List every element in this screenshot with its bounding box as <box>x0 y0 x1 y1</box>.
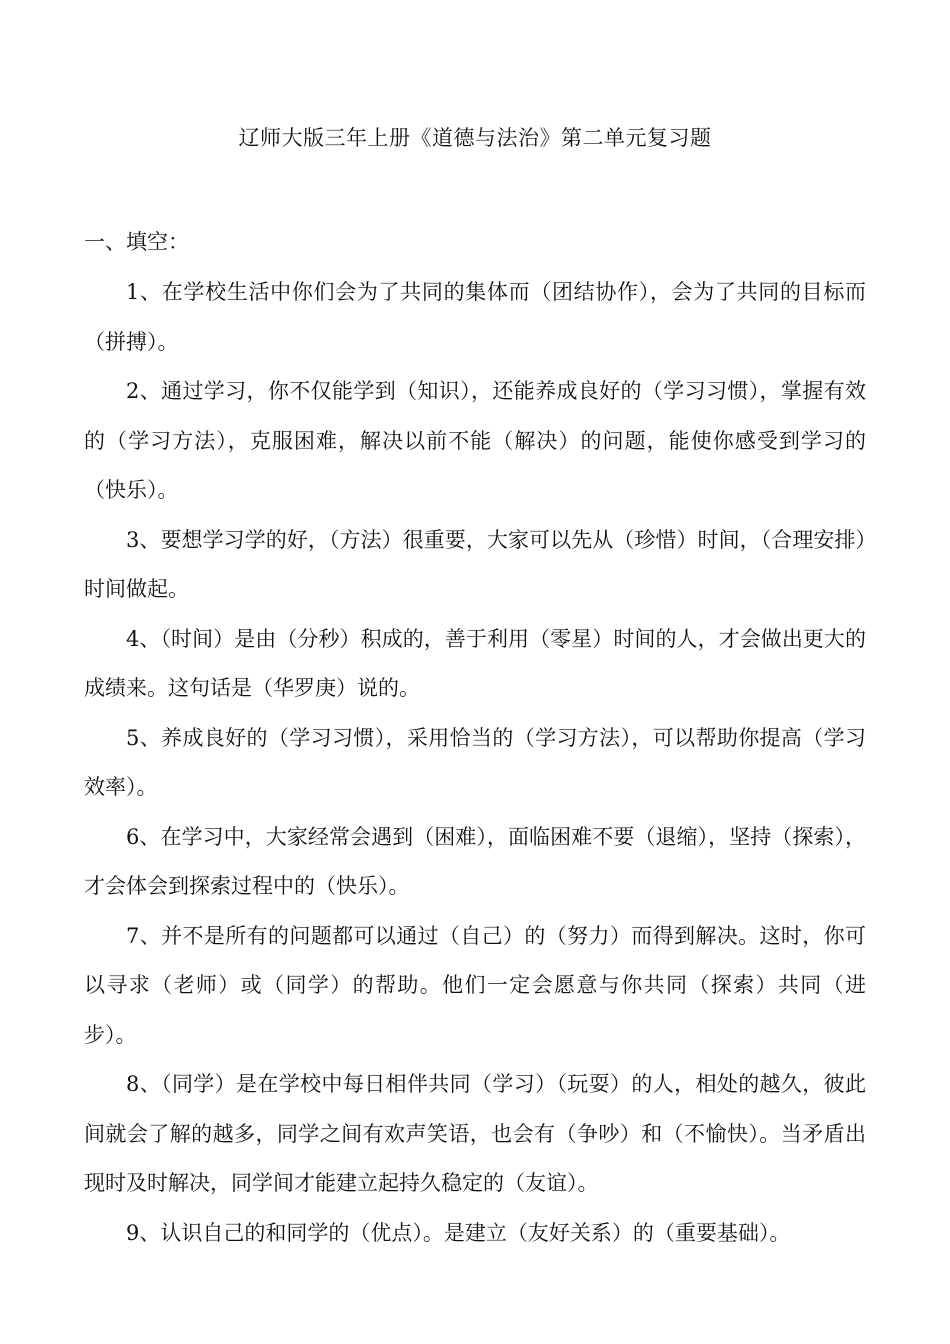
question-item-8: 8、（同学）是在学校中每日相伴共同（学习）（玩耍）的人，相处的越久，彼此间就会了解的越多，同学之间有欢声笑语，也会有（争吵）和（不愉快）。当矛盾出现时及时解决，同学间才能建立起持久稳定的（友谊）。 <box>84 1072 866 1195</box>
question-item-1: 1、在学校生活中你们会为了共同的集体而（团结协作），会为了共同的目标而（拼搏）。 <box>84 280 866 354</box>
question-item-2: 2、通过学习，你不仅能学到（知识），还能养成良好的（学习习惯），掌握有效的（学习方法），克服困难，解决以前不能（解决）的问题，能使你感受到学习的（快乐）。 <box>84 379 866 502</box>
question-item-9: 9、认识自己的和同学的（优点）。是建立（友好关系）的（重要基础）。 <box>126 1220 791 1245</box>
section-heading: 一、填空： <box>84 230 189 254</box>
question-item-5: 5、养成良好的（学习习惯），采用恰当的（学习方法），可以帮助你提高（学习效率）。 <box>84 725 866 799</box>
question-item-4: 4、（时间）是由（分秒）积成的，善于利用（零星）时间的人，才会做出更大的成绩来。这句话是（华罗庚）说的。 <box>84 626 866 700</box>
question-item-3: 3、要想学习学的好，（方法）很重要，大家可以先从（珍惜）时间，（合理安排）时间做起。 <box>84 527 866 601</box>
question-item-6: 6、在学习中，大家经常会遇到（困难），面临困难不要（退缩），坚持（探索），才会体会到探索过程中的（快乐）。 <box>84 824 866 898</box>
question-item-7: 7、并不是所有的问题都可以通过（自己）的（努力）而得到解决。这时，你可以寻求（老师）或（同学）的帮助。他们一定会愿意与你共同（探索）共同（进步）。 <box>84 923 866 1047</box>
question-list <box>84 268 866 1258</box>
document-title: 辽师大版三年上册《道德与法治》第二单元复习题 <box>238 126 712 150</box>
